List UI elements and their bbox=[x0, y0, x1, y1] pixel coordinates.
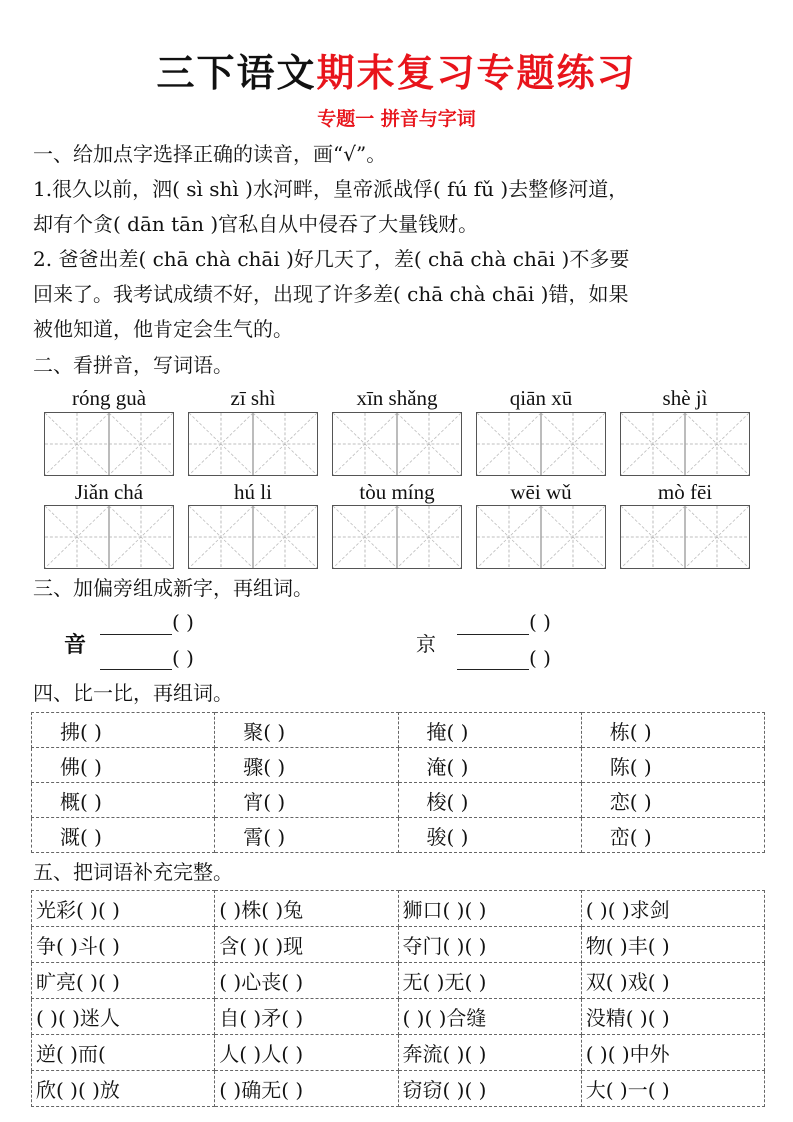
compare-table bbox=[31, 712, 765, 853]
table-cell[interactable]: 聚( ) bbox=[215, 713, 398, 748]
writing-box[interactable] bbox=[188, 412, 318, 476]
table-cell[interactable]: 骤( ) bbox=[215, 748, 398, 783]
pinyin-row-2 bbox=[33, 480, 768, 506]
table-cell[interactable]: 无( )无( ) bbox=[398, 963, 581, 999]
pinyin-label: róng guà bbox=[71, 386, 147, 410]
answer-paren[interactable]: ( ) bbox=[172, 646, 194, 670]
table-cell[interactable]: 逆( )而( bbox=[32, 1035, 215, 1071]
tian-zi-ge-guides bbox=[189, 506, 317, 568]
answer-blank[interactable] bbox=[457, 634, 529, 635]
pinyin-label: xīn shǎng bbox=[356, 386, 438, 410]
table-row bbox=[32, 891, 765, 927]
table-cell[interactable]: 霄( ) bbox=[215, 818, 398, 853]
table-cell[interactable]: 拂( ) bbox=[32, 713, 215, 748]
tian-zi-ge-guides bbox=[189, 413, 317, 475]
writing-grid-row-2 bbox=[44, 505, 764, 571]
q1-line-4: 回来了。我考试成绩不好，出现了许多差( chā chà chāi )错，如果 bbox=[33, 282, 629, 306]
table-cell[interactable]: 宵( ) bbox=[215, 783, 398, 818]
writing-box[interactable] bbox=[332, 505, 462, 569]
pinyin-label: tòu míng bbox=[359, 480, 435, 504]
writing-box[interactable] bbox=[476, 412, 606, 476]
q1-line-2: 却有个贪( dān tān )官私自从中侵吞了大量钱财。 bbox=[33, 212, 479, 236]
table-cell[interactable]: ( )心丧( ) bbox=[215, 963, 398, 999]
table-cell[interactable]: 人( )人( ) bbox=[215, 1035, 398, 1071]
table-row bbox=[32, 927, 765, 963]
tian-zi-ge-guides bbox=[477, 506, 605, 568]
writing-box[interactable] bbox=[620, 412, 750, 476]
tian-zi-ge-guides bbox=[477, 413, 605, 475]
table-cell[interactable]: 梭( ) bbox=[398, 783, 581, 818]
table-cell[interactable]: 溉( ) bbox=[32, 818, 215, 853]
table-cell[interactable]: 淹( ) bbox=[398, 748, 581, 783]
q3-heading: 三、加偏旁组成新字，再组词。 bbox=[33, 576, 313, 600]
table-row bbox=[32, 1035, 765, 1071]
q3-char-1: 音 bbox=[64, 632, 87, 658]
q4-heading: 四、比一比，再组词。 bbox=[33, 681, 233, 705]
pinyin-label: wēi wǔ bbox=[510, 480, 572, 504]
table-cell[interactable]: ( )( )合缝 bbox=[398, 999, 581, 1035]
table-cell[interactable]: 含( )( )现 bbox=[215, 927, 398, 963]
table-cell[interactable]: ( )确无( ) bbox=[215, 1071, 398, 1107]
tian-zi-ge-guides bbox=[45, 413, 173, 475]
table-cell[interactable]: 欣( )( )放 bbox=[32, 1071, 215, 1107]
pinyin-label: zī shì bbox=[230, 386, 276, 410]
q1-line-5: 被他知道，他肯定会生气的。 bbox=[33, 317, 293, 341]
writing-grid-row-1 bbox=[44, 412, 764, 478]
table-cell[interactable]: 概( ) bbox=[32, 783, 215, 818]
page-title bbox=[0, 42, 793, 97]
q2-heading: 二、看拼音，写词语。 bbox=[33, 353, 233, 377]
answer-blank[interactable] bbox=[457, 669, 529, 670]
table-cell[interactable]: 窃窃( )( ) bbox=[398, 1071, 581, 1107]
table-row bbox=[32, 783, 765, 818]
table-cell[interactable]: 光彩( )( ) bbox=[32, 891, 215, 927]
table-row bbox=[32, 999, 765, 1035]
answer-paren[interactable]: ( ) bbox=[529, 646, 551, 670]
table-cell[interactable]: 奔流( )( ) bbox=[398, 1035, 581, 1071]
pinyin-row-1 bbox=[33, 386, 768, 412]
title-red: 期末复习专题练习 bbox=[316, 51, 637, 95]
table-cell[interactable]: 骏( ) bbox=[398, 818, 581, 853]
writing-box[interactable] bbox=[332, 412, 462, 476]
table-cell[interactable]: 争( )斗( ) bbox=[32, 927, 215, 963]
q3-char-2: 京 bbox=[416, 632, 436, 656]
page-subtitle: 专题一 拼音与字词 bbox=[317, 108, 476, 130]
writing-box[interactable] bbox=[476, 505, 606, 569]
table-cell[interactable]: 旷亮( )( ) bbox=[32, 963, 215, 999]
table-cell[interactable]: 大( )一( ) bbox=[581, 1071, 764, 1107]
tian-zi-ge-guides bbox=[621, 413, 749, 475]
table-cell[interactable]: ( )( )求剑 bbox=[581, 891, 764, 927]
table-cell[interactable]: 佛( ) bbox=[32, 748, 215, 783]
table-cell[interactable]: 恋( ) bbox=[581, 783, 764, 818]
title-black: 三下语文 bbox=[156, 51, 317, 95]
idiom-table bbox=[31, 890, 765, 1107]
table-cell[interactable]: 峦( ) bbox=[581, 818, 764, 853]
table-cell[interactable]: 没精( )( ) bbox=[581, 999, 764, 1035]
table-row bbox=[32, 963, 765, 999]
q5-heading: 五、把词语补充完整。 bbox=[33, 860, 233, 884]
pinyin-label: qiān xū bbox=[509, 386, 573, 410]
writing-box[interactable] bbox=[44, 505, 174, 569]
answer-paren[interactable]: ( ) bbox=[529, 610, 551, 634]
writing-box[interactable] bbox=[620, 505, 750, 569]
table-cell[interactable]: 物( )丰( ) bbox=[581, 927, 764, 963]
table-cell[interactable]: 自( )矛( ) bbox=[215, 999, 398, 1035]
table-cell[interactable]: ( )株( )兔 bbox=[215, 891, 398, 927]
table-row bbox=[32, 748, 765, 783]
writing-box[interactable] bbox=[44, 412, 174, 476]
table-cell[interactable]: 夺门( )( ) bbox=[398, 927, 581, 963]
table-cell[interactable]: 栋( ) bbox=[581, 713, 764, 748]
q1-heading: 一、给加点字选择正确的读音，画“√”。 bbox=[33, 142, 387, 166]
table-row bbox=[32, 713, 765, 748]
table-cell[interactable]: 陈( ) bbox=[581, 748, 764, 783]
answer-blank[interactable] bbox=[100, 669, 172, 670]
pinyin-label: hú li bbox=[234, 480, 272, 504]
table-row bbox=[32, 1071, 765, 1107]
table-cell[interactable]: 狮口( )( ) bbox=[398, 891, 581, 927]
tian-zi-ge-guides bbox=[333, 413, 461, 475]
table-cell[interactable]: 掩( ) bbox=[398, 713, 581, 748]
tian-zi-ge-guides bbox=[45, 506, 173, 568]
pinyin-label: shè jì bbox=[662, 386, 708, 410]
tian-zi-ge-guides bbox=[621, 506, 749, 568]
q1-line-1: 1.很久以前，泗( sì shì )水河畔，皇帝派战俘( fú fǔ )去整修河道， bbox=[33, 177, 629, 201]
table-row bbox=[32, 818, 765, 853]
writing-box[interactable] bbox=[188, 505, 318, 569]
table-cell[interactable]: 双( )戏( ) bbox=[581, 963, 764, 999]
table-cell[interactable]: ( )( )迷人 bbox=[32, 999, 215, 1035]
pinyin-label: mò fēi bbox=[657, 480, 713, 504]
answer-paren[interactable]: ( ) bbox=[172, 610, 194, 634]
answer-blank[interactable] bbox=[100, 634, 172, 635]
tian-zi-ge-guides bbox=[333, 506, 461, 568]
pinyin-label: Jiǎn chá bbox=[74, 480, 144, 504]
q1-line-3: 2. 爸爸出差( chā chà chāi )好几天了，差( chā chà chāi )不多要 bbox=[33, 247, 630, 271]
table-cell[interactable]: ( )( )中外 bbox=[581, 1035, 764, 1071]
